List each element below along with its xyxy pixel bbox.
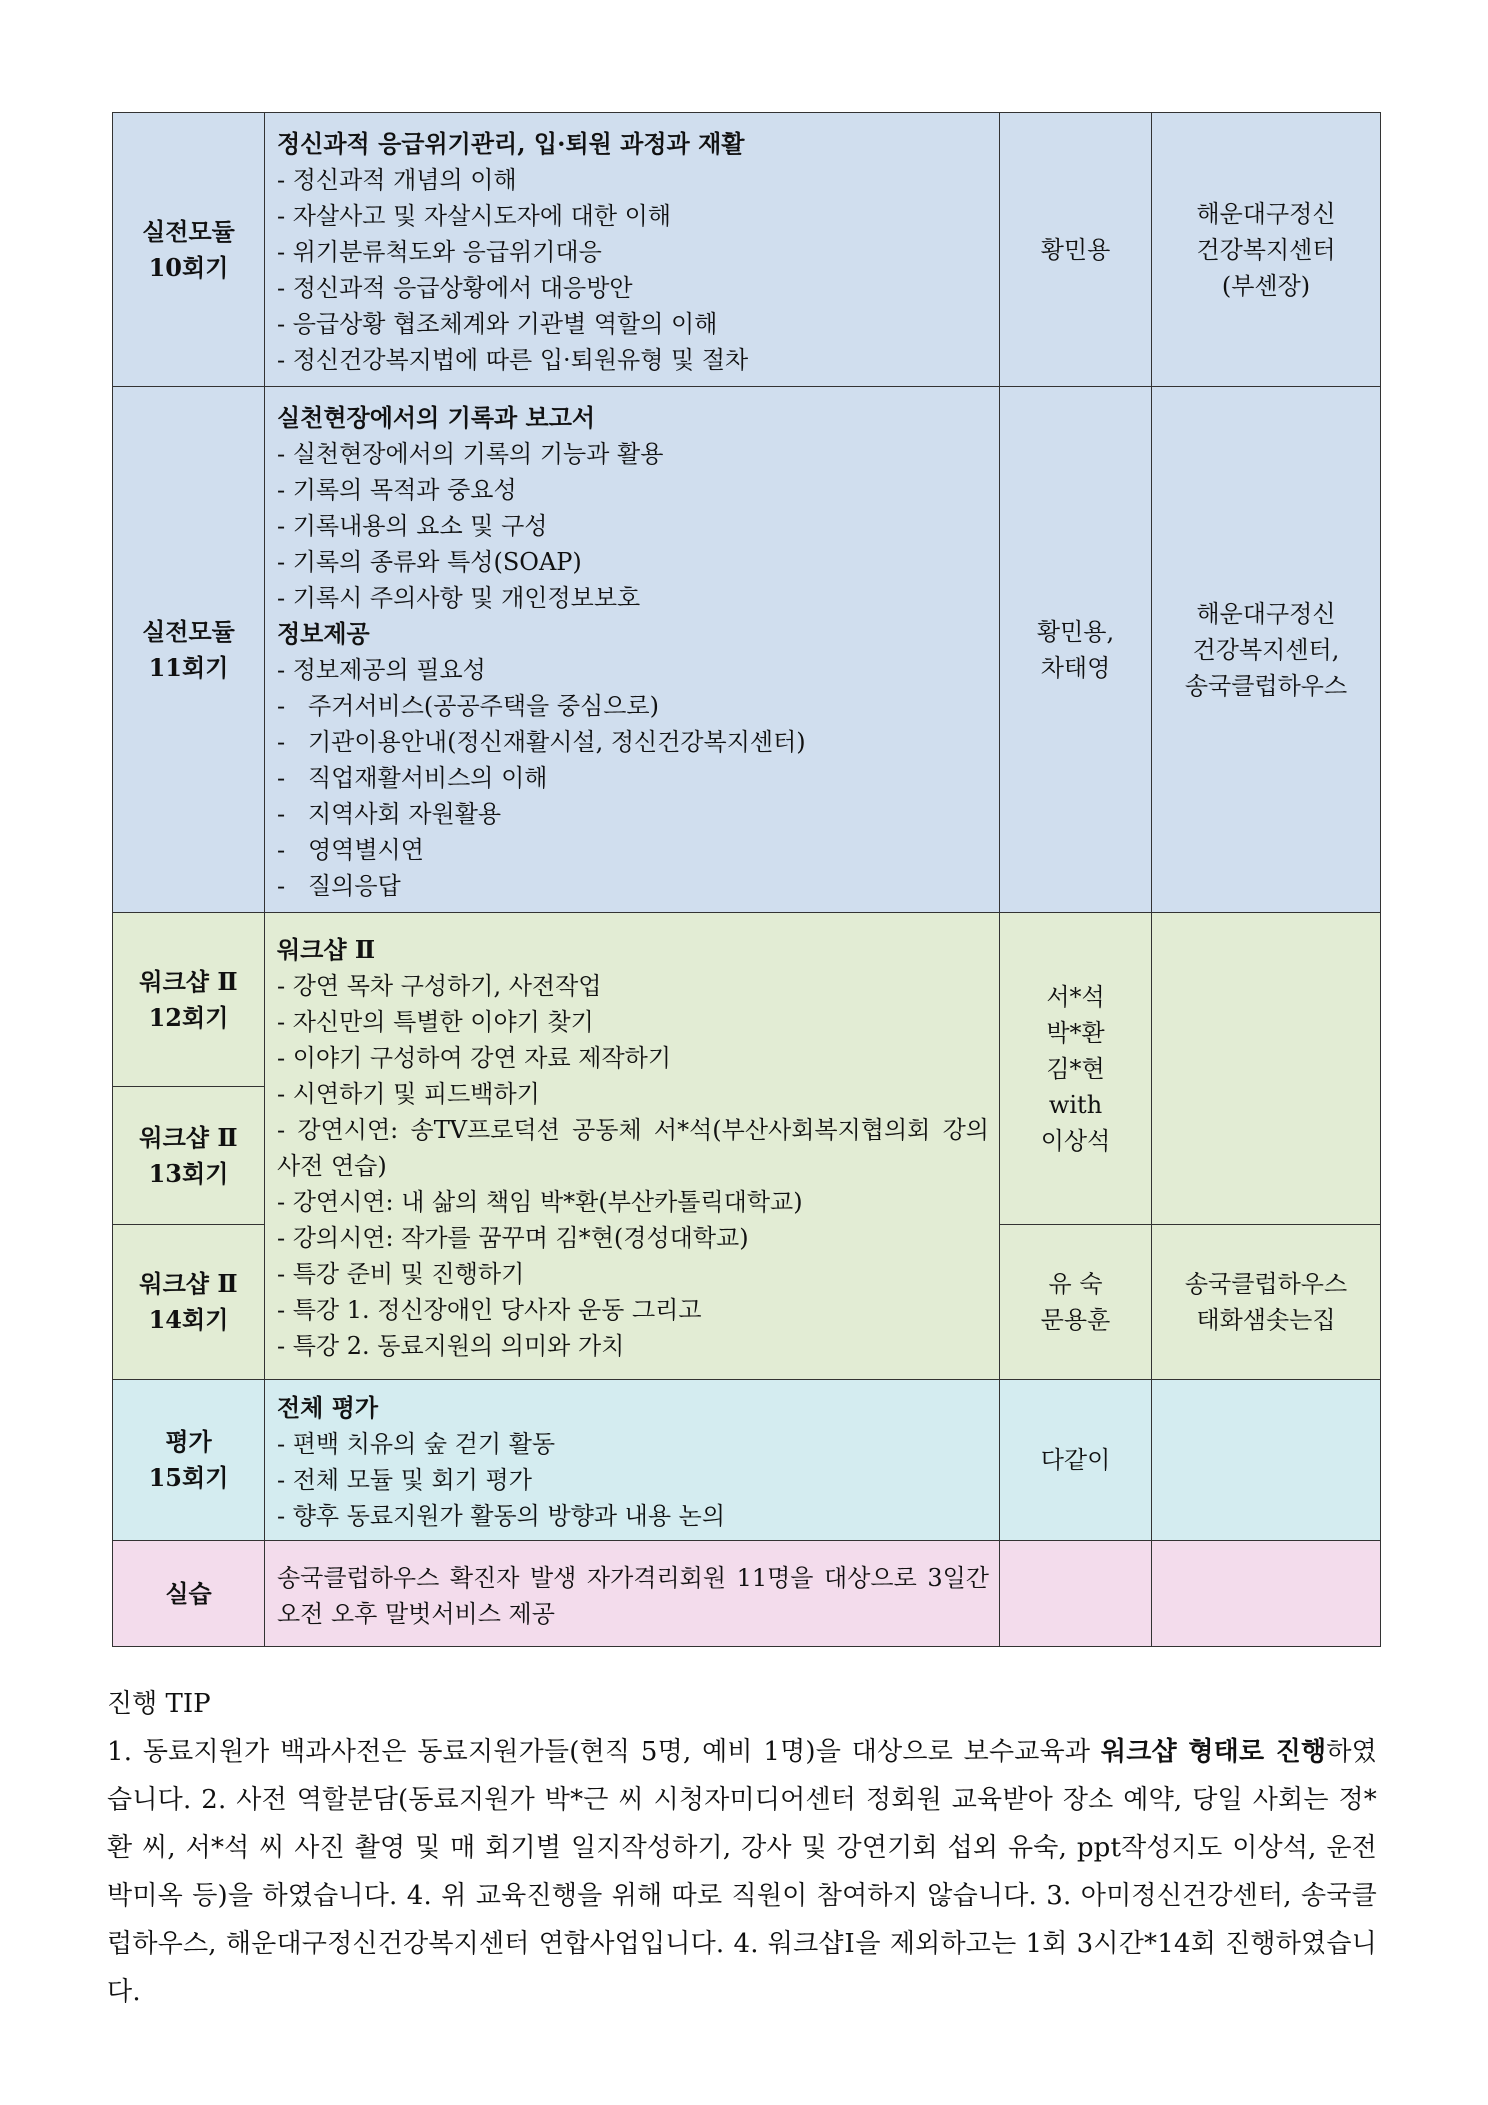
session-number: 14회기 (148, 1305, 229, 1334)
content-cell (265, 1380, 1000, 1541)
instructor-cell (1000, 387, 1152, 913)
table-row (113, 387, 1381, 913)
content-line: - 자살사고 및 자살시도자에 대한 이해 (277, 201, 672, 230)
module-cell (113, 1087, 265, 1225)
content-heading: 워크샵 Ⅱ (277, 935, 376, 964)
content-line: - 특강 준비 및 진행하기 (277, 1260, 525, 1288)
content-line: - 정신건강복지법에 따른 입·퇴원유형 및 절차 (277, 345, 749, 374)
content-line: - 강연시연: 송TV프로덕션 공동체 서*석(부산사회복지협의회 강의 사전 연습) (277, 1116, 989, 1180)
content-line: - 기록내용의 요소 및 구성 (277, 511, 548, 540)
content-line: - 강의시연: 작가를 꿈꾸며 김*현(경성대학교) (277, 1224, 749, 1252)
organization-cell (1152, 1225, 1381, 1380)
table-row (113, 1380, 1381, 1541)
organization-name: 송국클럽하우스 (1184, 671, 1348, 700)
content-line: - 정보제공의 필요성 (277, 655, 486, 684)
progress-tip-section (107, 1680, 1377, 2016)
content-line: - 시연하기 및 피드백하기 (277, 1080, 540, 1108)
tip-body (107, 1728, 1377, 2016)
content-line: - 실천현장에서의 기록의 기능과 활용 (277, 439, 664, 468)
content-line: - 정신과적 응급상황에서 대응방안 (277, 273, 633, 302)
table-row (113, 913, 1381, 1087)
tip-bold-text: 워크샵 형태로 진행 (1100, 1737, 1327, 1767)
module-cell (113, 1380, 265, 1541)
practice-description: 송국클럽하우스 확진자 발생 자가격리회원 11명을 대상으로 3일간 오전 오후 말벗서비스 제공 (277, 1563, 989, 1628)
module-cell (113, 1541, 265, 1647)
instructor-name: 이상석 (1040, 1126, 1111, 1155)
organization-cell (1152, 113, 1381, 387)
table-row (113, 1541, 1381, 1647)
module-name: 워크샵 Ⅱ (139, 1269, 238, 1298)
session-number: 13회기 (148, 1158, 229, 1188)
content-line: - 특강 2. 동료지원의 의미와 가치 (277, 1332, 625, 1360)
module-cell (113, 1225, 265, 1380)
instructor-name: 김*현 (1046, 1054, 1105, 1083)
content-line: - 직업재활서비스의 이해 (277, 763, 548, 792)
organization-name: 송국클럽하우스 (1184, 1270, 1348, 1298)
instructor-cell (1000, 913, 1152, 1225)
content-line: - 자신만의 특별한 이야기 찾기 (277, 1008, 594, 1036)
content-line: - 편백 치유의 숲 걷기 활동 (277, 1430, 556, 1458)
organization-name: 해운대구정신 (1196, 199, 1336, 228)
instructor-name: 박*환 (1046, 1018, 1105, 1047)
content-line: - 지역사회 자원활용 (277, 799, 502, 828)
content-heading: 전체 평가 (277, 1393, 379, 1422)
organization-name: 태화샘솟는집 (1196, 1306, 1336, 1334)
instructor-name: with (1048, 1090, 1103, 1119)
content-line: - 강연시연: 내 삶의 책임 박*환(부산카톨릭대학교) (277, 1188, 803, 1216)
module-name: 평가 (165, 1427, 212, 1456)
content-line: - 응급상황 협조체계와 기관별 역할의 이해 (277, 309, 718, 338)
content-line: - 위기분류척도와 응급위기대응 (277, 237, 602, 266)
instructor-name: 차태영 (1040, 653, 1111, 682)
organization-cell (1152, 913, 1381, 1225)
content-line: - 질의응답 (277, 871, 401, 900)
tip-text-part2: 하였습니다. 2. 사전 역할분담(동료지원가 박*근 씨 시청자미디어센터 정회원 교육받아 장소 예약, 당일 사회는 정*환 씨, 서*석 씨 사진 촬영 및 매 회기별 일지작성하기, 강사 및 강연기회 섭외 유숙, ppt작성지도 이상석, 운전 박미옥 등)을 하였습니다. 4. 위 교육진행을 위해 따로 직원이 참여하지 않습니다. 3. 아미정신건강센터, 송국클럽하우스, 해운대구정신건강복지센터 연합사업입니다. 4. 워크샵Ⅰ을 제외하고는 1회 3시간*14회 진행하였습니다. (107, 1737, 1377, 2007)
module-cell (113, 387, 265, 913)
content-line: - 주거서비스(공공주택을 중심으로) (277, 691, 659, 720)
table-row (113, 113, 1381, 387)
session-number: 10회기 (148, 252, 229, 282)
content-line: - 기록의 종류와 특성(SOAP) (277, 547, 582, 576)
curriculum-table (112, 112, 1381, 1647)
content-line: - 향후 동료지원가 활동의 방향과 내용 논의 (277, 1502, 726, 1530)
instructor-cell (1000, 1225, 1152, 1380)
organization-name: 건강복지센터 (1196, 235, 1336, 264)
content-line: - 기록시 주의사항 및 개인정보보호 (277, 583, 641, 612)
content-line: - 특강 1. 정신장애인 당사자 운동 그리고 (277, 1296, 702, 1324)
content-heading: 정보제공 (277, 618, 370, 648)
content-heading: 실천현장에서의 기록과 보고서 (277, 402, 596, 432)
module-name: 실습 (165, 1578, 212, 1608)
session-number: 12회기 (148, 1002, 229, 1032)
instructor-name: 서*석 (1046, 982, 1105, 1011)
content-cell (265, 913, 1000, 1380)
organization-cell (1152, 1541, 1381, 1647)
module-name: 실전모듈 (142, 216, 235, 246)
module-name: 워크샵 Ⅱ (139, 1122, 238, 1152)
content-line: - 전체 모듈 및 회기 평가 (277, 1466, 532, 1494)
content-line: - 영역별시연 (277, 835, 424, 864)
instructor-name: 유 숙 (1048, 1270, 1103, 1298)
organization-cell (1152, 387, 1381, 913)
session-number: 11회기 (148, 652, 229, 682)
content-line: - 이야기 구성하여 강연 자료 제작하기 (277, 1044, 672, 1072)
organization-cell (1152, 1380, 1381, 1541)
organization-name: 해운대구정신 (1196, 599, 1336, 628)
instructor-cell (1000, 1541, 1152, 1647)
instructor-name: 황민용, (1036, 617, 1115, 646)
tip-text-part1: 1. 동료지원가 백과사전은 동료지원가들(현직 5명, 예비 1명)을 대상으로 보수교육과 (107, 1737, 1101, 1767)
content-cell (265, 387, 1000, 913)
organization-name: 건강복지센터, (1192, 635, 1340, 664)
instructor-cell (1000, 113, 1152, 387)
content-line: - 기관이용안내(정신재활시설, 정신건강복지센터) (277, 727, 806, 756)
organization-name: (부센장) (1221, 271, 1311, 300)
instructor-cell: 다같이 (1000, 1380, 1152, 1541)
module-name: 워크샵 Ⅱ (139, 966, 238, 996)
content-cell (265, 1541, 1000, 1647)
tip-title: 진행 TIP (107, 1689, 211, 1719)
module-name: 실전모듈 (142, 616, 235, 646)
content-cell (265, 113, 1000, 387)
content-line: - 정신과적 개념의 이해 (277, 165, 517, 194)
content-line: - 기록의 목적과 중요성 (277, 475, 517, 504)
instructor-name: 문용훈 (1040, 1306, 1111, 1334)
module-cell (113, 113, 265, 387)
content-line: - 강연 목차 구성하기, 사전작업 (277, 972, 602, 1000)
content-heading: 정신과적 응급위기관리, 입·퇴원 과정과 재활 (277, 128, 745, 158)
instructor-name: 황민용 (1040, 235, 1111, 264)
module-cell (113, 913, 265, 1087)
session-number: 15회기 (148, 1463, 229, 1492)
